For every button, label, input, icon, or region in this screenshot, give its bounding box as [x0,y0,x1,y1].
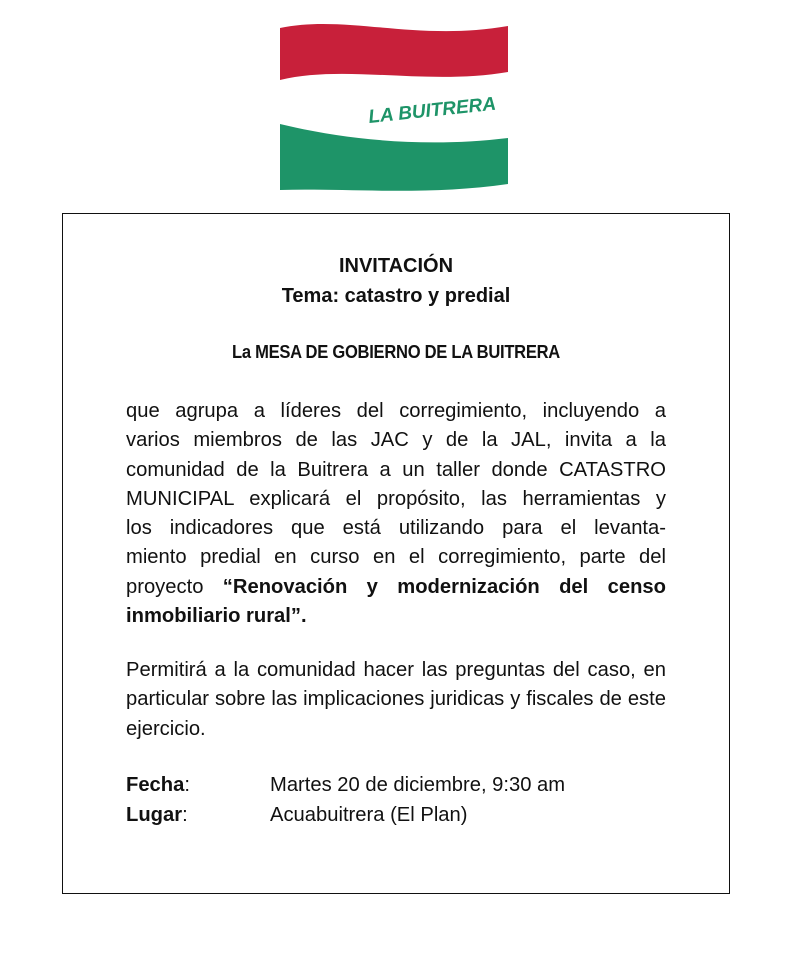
invitation-title: INVITACIÓN [338,255,454,277]
invitation-body-paragraph [126,397,666,631]
body-line: los indicadores que está utilizando para el levanta- [126,517,666,540]
body-line: varios miembros de las JAC y de la JAL, invita a la [126,429,666,452]
body-line: MUNICIPAL explicará el propósito, las herramientas y [126,487,666,510]
invitation-note-paragraph: Permitirá a la comunidad hacer las preguntas del caso, en particular sobre las implicaciones juridicas y fiscales de este ejercicio. [126,659,666,740]
body-line: miento predial en curso en el corregimiento, parte del [126,546,666,569]
body-text: proyecto [126,575,223,598]
date-value: Martes 20 de diciembre, 9:30 am [270,774,566,796]
event-details [126,770,565,830]
body-line [126,602,666,631]
organization-line [90,342,703,363]
label-colon: : [182,804,188,826]
body-line: que agrupa a líderes del corregimiento, incluyendo a [126,400,666,422]
invitation-card [62,213,730,894]
logo-text: LA BUITRERA [367,93,497,128]
organization-prefix: La [232,342,251,362]
place-value: Acuabuitrera (El Plan) [270,804,468,826]
detail-row-date [126,770,565,800]
detail-row-place [126,800,565,830]
la-buitrera-logo [276,20,516,192]
date-label: Fecha [126,774,185,796]
place-label: Lugar [126,804,183,826]
body-line [126,573,666,602]
project-name: “Renovación y modernización del censo [222,575,666,598]
invitation-topic: Tema: catastro y predial [281,285,511,307]
label-colon: : [184,774,190,796]
body-line: comunidad de la Buitrera a un taller donde CATASTRO [126,458,666,481]
flag-icon [276,20,516,192]
project-name-end: inmobiliario rural”. [126,605,307,628]
organization-name: MESA DE GOBIERNO DE LA BUITRERA [255,342,560,362]
